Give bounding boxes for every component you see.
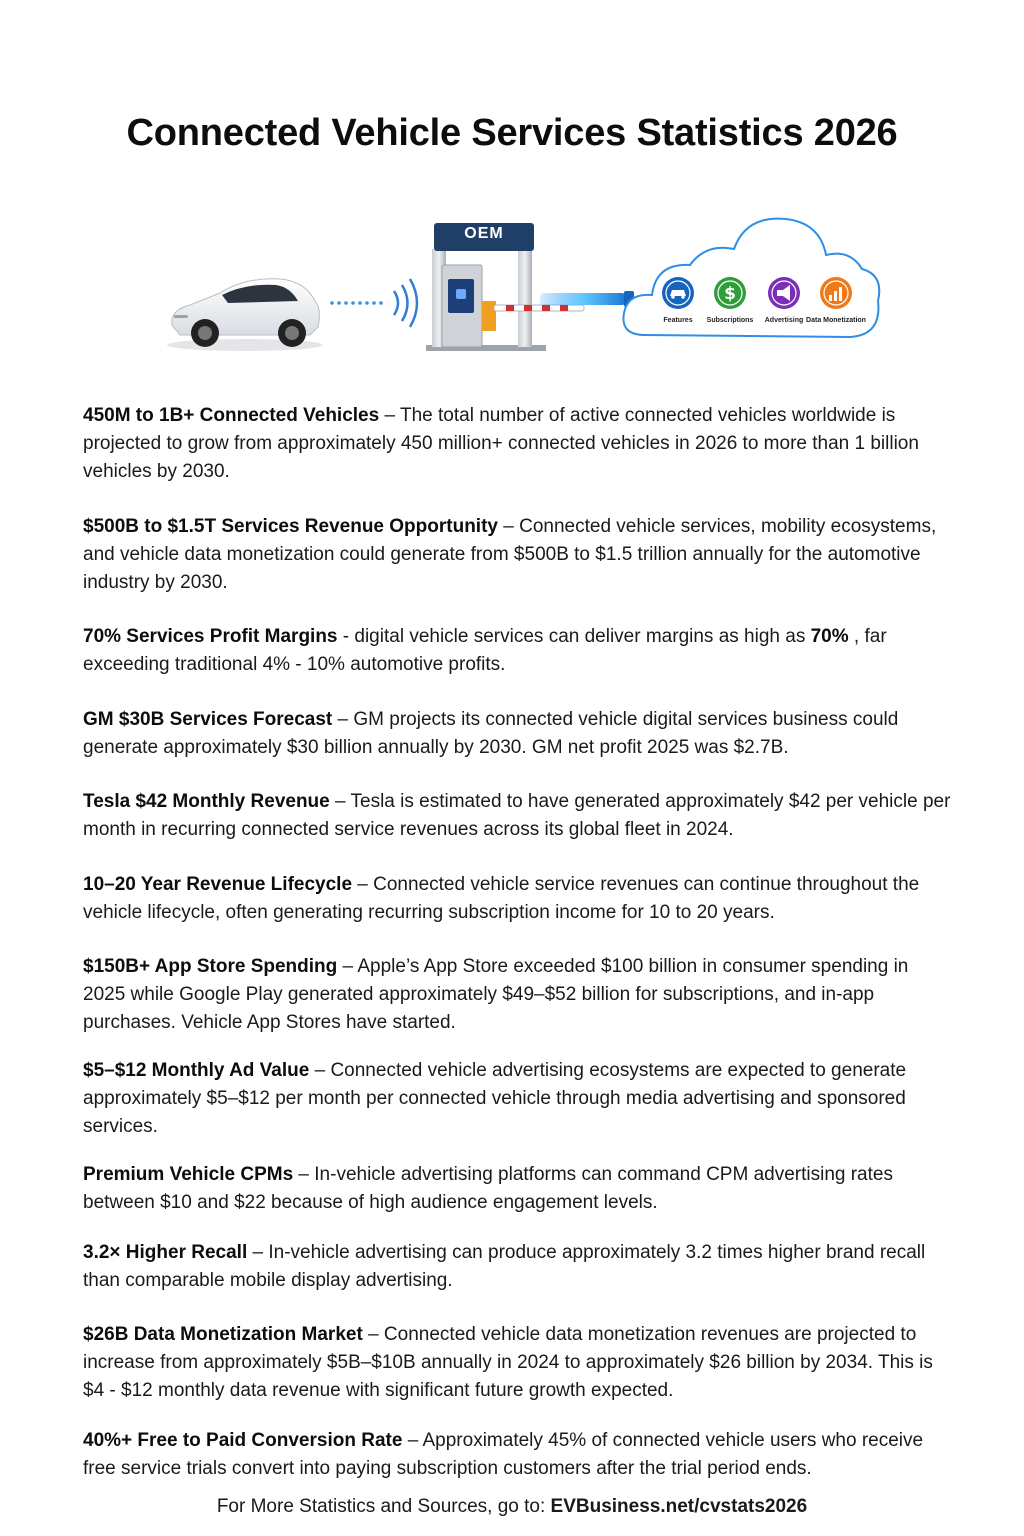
data-beam [540, 291, 634, 307]
service-data-monetization-icon [820, 277, 852, 309]
stat-text-continued: , far exceeding traditional 4% - 10% automotive profits. [83, 626, 887, 675]
stat-text: In-vehicle advertising platforms can command CPM advertising rates between $10 and $22 because of high audience engagement levels. [83, 1164, 893, 1213]
stat-text: Approximately 45% of connected vehicle users who receive free service trials convert into paying subscription customers after the trial period ends. [83, 1430, 924, 1479]
stat-item [83, 1427, 953, 1483]
stat-separator: – [247, 1242, 269, 1263]
stat-heading: 450M to 1B+ Connected Vehicles [83, 405, 380, 426]
page-title: Connected Vehicle Services Statistics 2026 [126, 112, 898, 154]
stat-item [83, 788, 953, 844]
stat-separator: – [332, 709, 354, 730]
stat-heading: 40%+ Free to Paid Conversion Rate [83, 1430, 403, 1451]
stat-text: The total number of active connected vehicles worldwide is projected to grow from approximately 450 million+ connected vehicles in 2026 to more than 1 billion vehicles by 2030. [83, 405, 919, 482]
stat-separator: – [498, 516, 520, 537]
stat-heading: $500B to $1.5T Services Revenue Opportunity [83, 516, 498, 537]
stat-heading: Tesla $42 Monthly Revenue [83, 791, 330, 812]
stat-separator: – [352, 874, 374, 895]
stat-text: Connected vehicle advertising ecosystems are expected to generate approximately $5–$12 per month per connected vehicle through media advertising and sponsored services. [83, 1060, 907, 1137]
signal-waves-icon [330, 279, 417, 327]
stat-heading: Premium Vehicle CPMs [83, 1164, 294, 1185]
stat-heading: 3.2× Higher Recall [83, 1242, 248, 1263]
stat-heading: 70% Services Profit Margins [83, 626, 338, 647]
service-label-subscriptions: Subscriptions [706, 317, 754, 324]
stat-item [83, 623, 953, 679]
stat-item [83, 513, 953, 597]
stat-text: digital vehicle services can deliver margins as high as [354, 626, 811, 647]
stat-text: GM projects its connected vehicle digital services business could generate approximately $30 billion annually by 2030. GM net profit 2025 was $2.7B. [83, 709, 899, 758]
stat-text: Connected vehicle data monetization revenues are projected to increase from approximately $5B–$10B annually in 2024 to approximately $26 billion by 2034. This is $4 - $12 monthly data revenue with significant future growth expected. [83, 1324, 933, 1401]
stat-item [83, 1057, 953, 1141]
footer [0, 1496, 1024, 1518]
stats-list [83, 402, 953, 1483]
stat-text: Connected vehicle service revenues can continue throughout the vehicle lifecycle, often generating recurring subscription income for 10 to 20 years. [83, 874, 920, 923]
footer-prefix: For More Statistics and Sources, go to: [216, 1496, 551, 1517]
stat-separator: – [362, 1324, 384, 1345]
stat-separator: – [337, 956, 358, 977]
stat-text: Tesla is estimated to have generated approximately $42 per vehicle per month in recurring connected service revenues across its global fleet in 2024. [83, 791, 951, 840]
stat-text: Apple’s App Store exceeded $100 billion in consumer spending in 2025 while Google Play generated approximately $49–$52 billion for subscriptions, and in-app purchases. Vehicle App Stores have started. [83, 956, 909, 1033]
svg-text:$: $ [724, 284, 736, 304]
stat-separator: – [309, 1060, 331, 1081]
stat-text: In-vehicle advertising can produce approximately 3.2 times higher brand recall than comparable mobile display advertising. [83, 1242, 926, 1291]
stat-separator: - [337, 626, 355, 647]
stat-item [83, 1321, 953, 1405]
stat-heading: $150B+ App Store Spending [83, 956, 338, 977]
stat-heading: $5–$12 Monthly Ad Value [83, 1060, 310, 1081]
oem-label: OEM [464, 225, 504, 242]
service-label-features: Features [663, 317, 693, 324]
service-advertising-icon [768, 277, 800, 309]
footer-link[interactable]: EVBusiness.net/cvstats2026 [550, 1496, 808, 1517]
stat-item [83, 953, 953, 1037]
hero-illustration [150, 205, 890, 370]
service-subscriptions-icon [714, 277, 746, 309]
service-label-advertising: Advertising [764, 317, 804, 324]
stat-text: Connected vehicle services, mobility ecosystems, and vehicle data monetization could generate from $500B to $1.5 trillion annually for the automotive industry by 2030. [83, 516, 937, 593]
stat-item [83, 1239, 953, 1295]
stat-highlight: 70% [810, 626, 849, 647]
stat-item [83, 706, 953, 762]
stat-item [83, 402, 953, 486]
stat-separator: – [379, 405, 400, 426]
stat-separator: – [402, 1430, 423, 1451]
service-label-data-monetization: Data Monetization [806, 317, 866, 324]
stat-separator: – [329, 791, 351, 812]
stat-item [83, 871, 953, 927]
stat-heading: GM $30B Services Forecast [83, 709, 333, 730]
stat-separator: – [293, 1164, 315, 1185]
stat-heading: $26B Data Monetization Market [83, 1324, 363, 1345]
stat-item [83, 1161, 953, 1217]
car-icon [167, 279, 323, 351]
service-features-icon [662, 277, 694, 309]
stat-heading: 10–20 Year Revenue Lifecycle [83, 874, 353, 895]
